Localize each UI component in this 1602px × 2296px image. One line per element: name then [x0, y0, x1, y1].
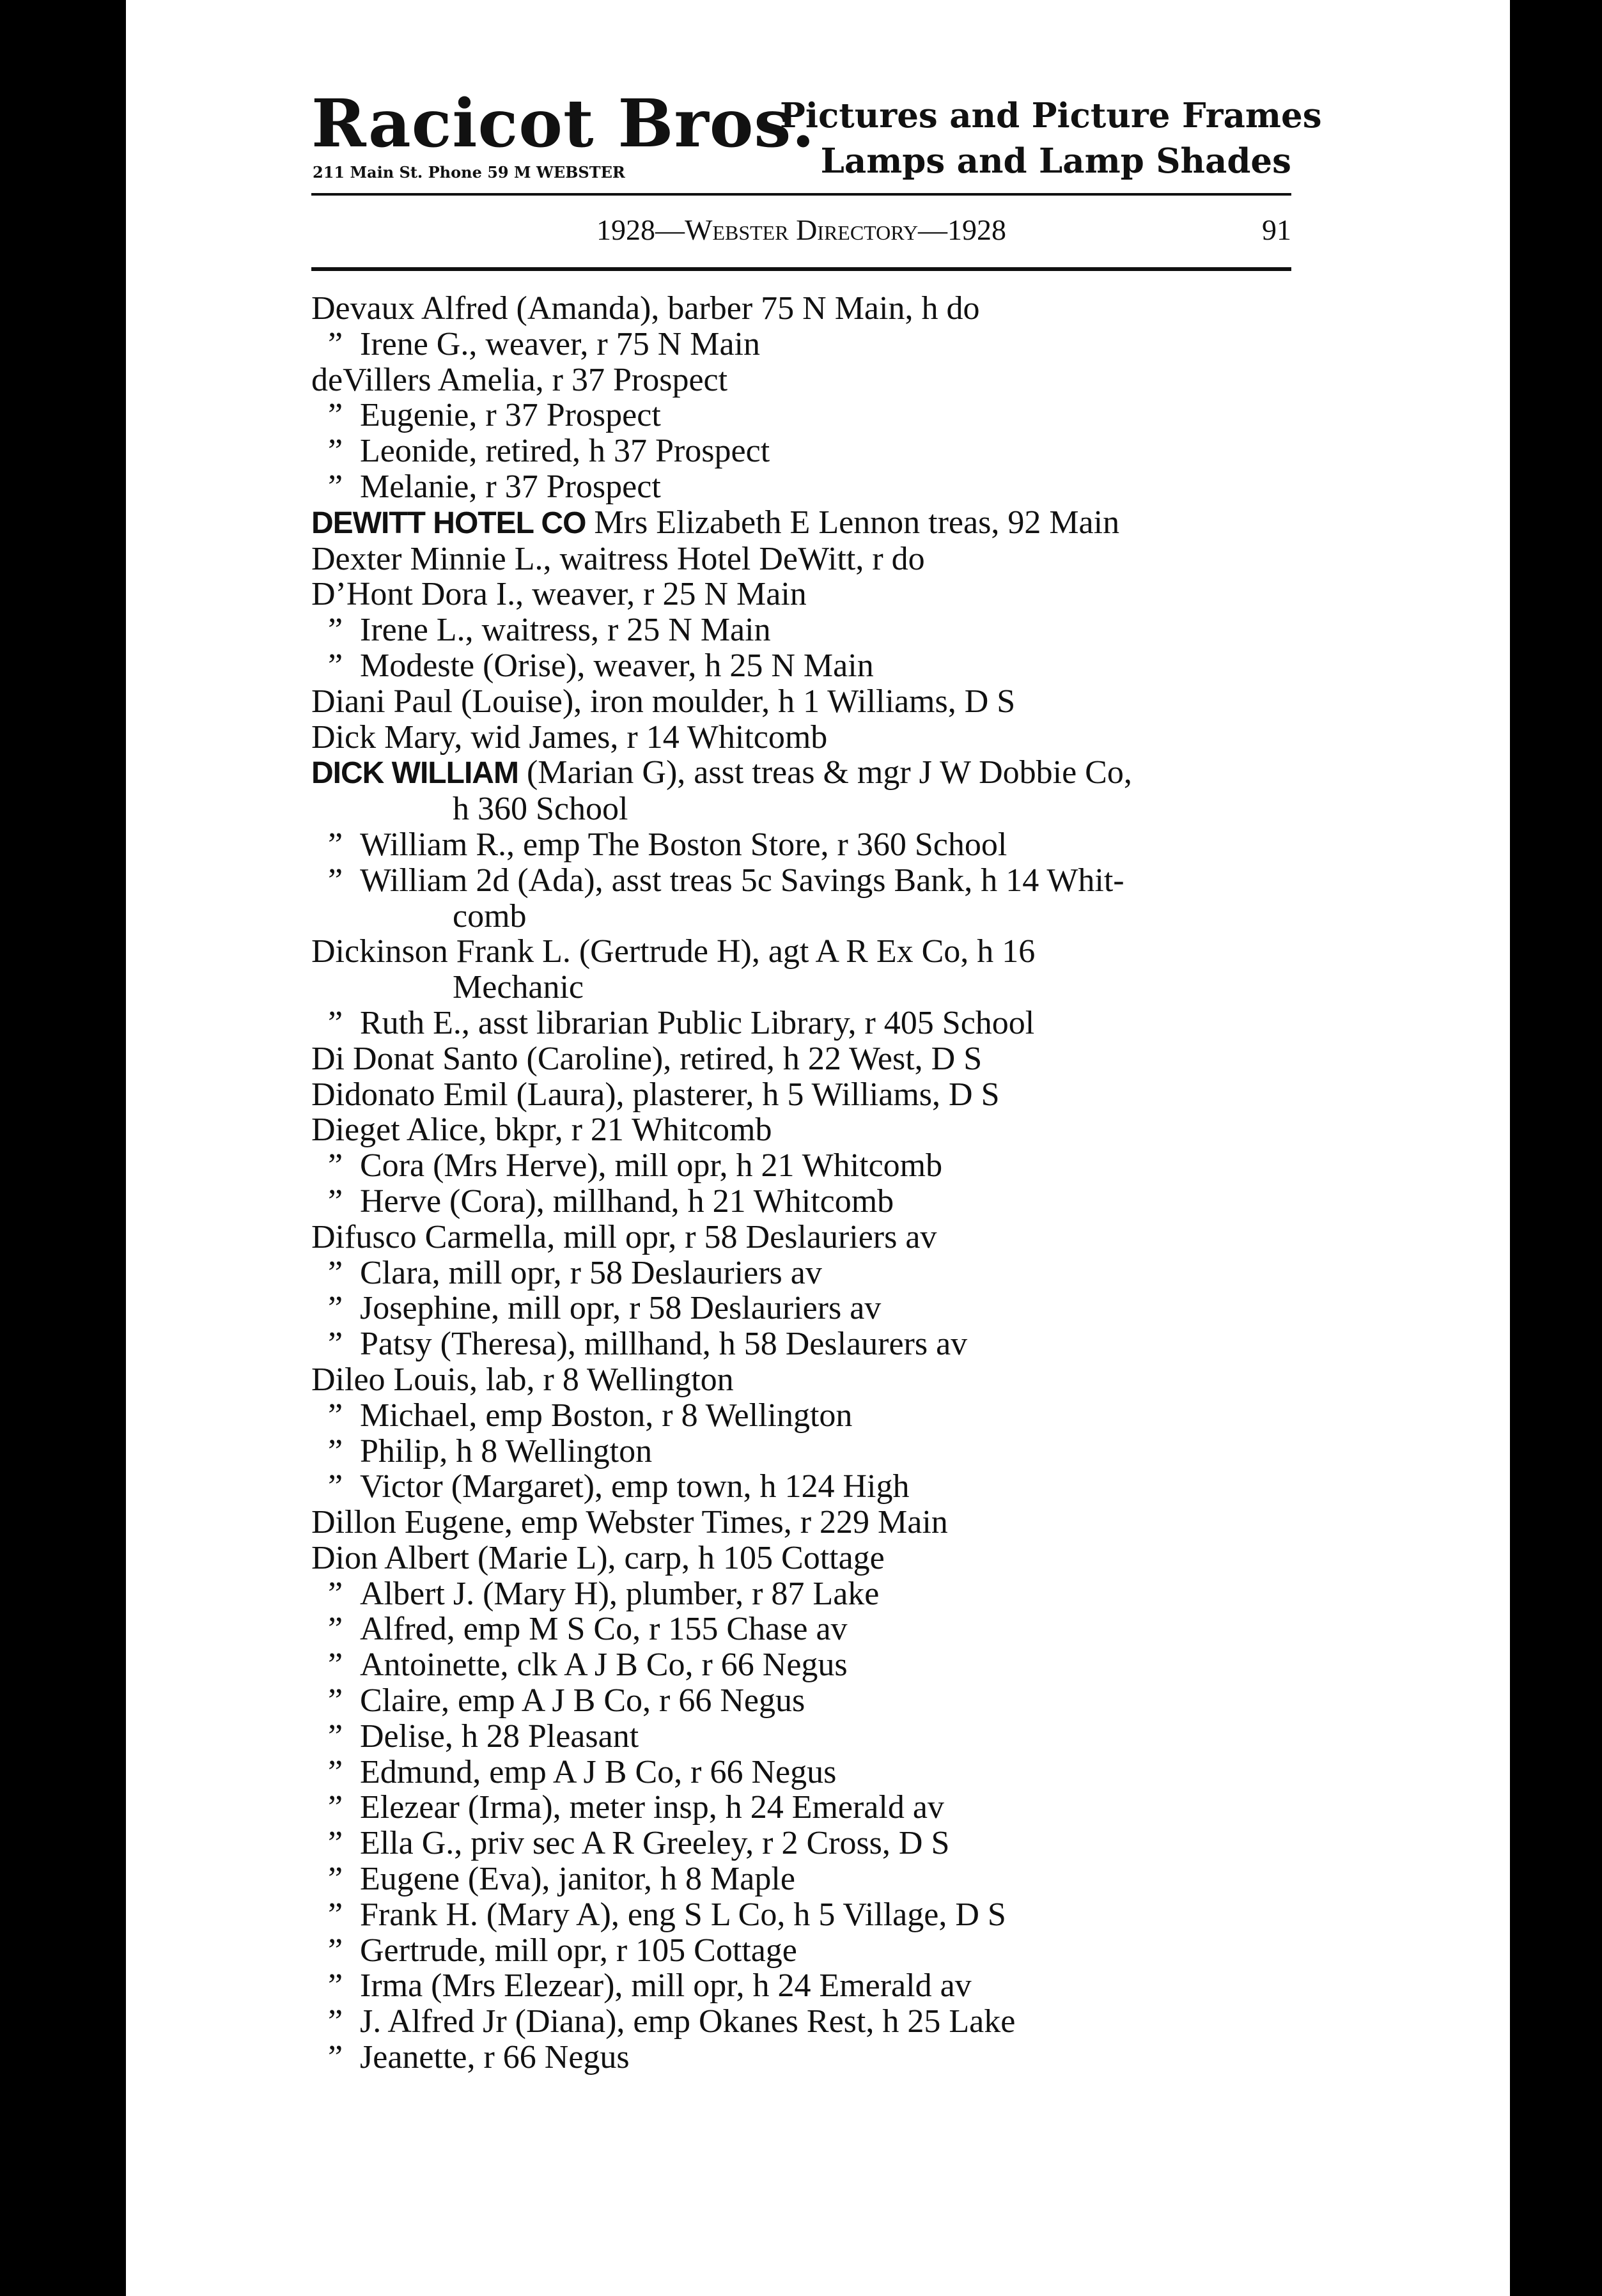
advertisement-line-2: Lamps and Lamp Shades	[820, 141, 1291, 181]
entry-text: Didonato Emil (Laura), plasterer, h 5 Williams, D S	[311, 1076, 1000, 1113]
ditto-mark: ”	[328, 1575, 343, 1612]
directory-entry	[311, 1790, 1309, 1826]
entry-text: Edmund, emp A J B Co, r 66 Negus	[360, 1753, 837, 1790]
directory-entry	[311, 398, 1309, 433]
directory-entry	[311, 1647, 1309, 1683]
directory-entry	[311, 1291, 1309, 1326]
ditto-mark: ”	[328, 1647, 343, 1684]
ditto-mark: ”	[328, 1789, 343, 1826]
directory-entry	[311, 1576, 1309, 1612]
entry-text: Cora (Mrs Herve), mill opr, h 21 Whitcomb	[360, 1147, 943, 1184]
entry-text: Dion Albert (Marie L), carp, h 105 Cottage	[311, 1539, 885, 1576]
ditto-mark: ”	[328, 1611, 343, 1648]
directory-entry	[311, 1434, 1309, 1470]
entry-text: Jeanette, r 66 Negus	[360, 2039, 630, 2076]
directory-entry	[311, 505, 1309, 541]
directory-entry	[311, 1220, 1309, 1255]
directory-entry	[311, 1755, 1309, 1790]
header-rule	[311, 193, 1291, 196]
entry-text: Dillon Eugene, emp Webster Times, r 229 Main	[311, 1504, 948, 1541]
directory-entry	[311, 1041, 1309, 1077]
entry-text: Dickinson Frank L. (Gertrude H), agt A R Ex Co, h 16	[311, 933, 1036, 970]
ditto-mark: ”	[328, 1861, 343, 1898]
entry-text: Ruth E., asst librarian Public Library, r 405 School	[360, 1004, 1035, 1041]
entry-text: Modeste (Orise), weaver, h 25 N Main	[360, 647, 874, 684]
ditto-mark: ”	[328, 647, 343, 684]
entry-text: Gertrude, mill opr, r 105 Cottage	[360, 1932, 797, 1969]
entry-text: Delise, h 28 Pleasant	[360, 1718, 639, 1755]
directory-entry	[311, 362, 1309, 398]
advertisement-line-1: Pictures and Picture Frames	[780, 96, 1322, 136]
entry-text: Difusco Carmella, mill opr, r 58 Deslauriers av	[311, 1218, 937, 1255]
entry-text: Claire, emp A J B Co, r 66 Negus	[360, 1682, 805, 1719]
ditto-mark: ”	[328, 1825, 343, 1862]
entry-text: D’Hont Dora I., weaver, r 25 N Main	[311, 576, 807, 613]
entry-text: Antoinette, clk A J B Co, r 66 Negus	[360, 1647, 848, 1684]
entry-text: Eugene (Eva), janitor, h 8 Maple	[360, 1861, 795, 1898]
entry-text: Irma (Mrs Elezear), mill opr, h 24 Emerald av	[360, 1967, 972, 2005]
entry-text: Elezear (Irma), meter insp, h 24 Emerald av	[360, 1789, 944, 1826]
directory-entry	[311, 1968, 1309, 2004]
directory-entry	[311, 1362, 1309, 1398]
entry-text: Dieget Alice, bkpr, r 21 Whitcomb	[311, 1112, 772, 1149]
entry-text: Herve (Cora), millhand, h 21 Whitcomb	[360, 1183, 894, 1220]
directory-entry	[311, 648, 1309, 684]
running-year-left: 1928—	[596, 213, 685, 246]
entry-text: Irene G., weaver, r 75 N Main	[360, 325, 761, 362]
ditto-mark: ”	[328, 468, 343, 505]
entry-text: Clara, mill opr, r 58 Deslauriers av	[360, 1254, 822, 1291]
directory-entry	[311, 2040, 1309, 2075]
ditto-mark: ”	[328, 2039, 343, 2076]
page-number: 91	[1262, 213, 1291, 246]
ditto-mark: ”	[328, 1183, 343, 1220]
running-title	[311, 213, 1291, 247]
directory-entry	[311, 612, 1309, 648]
entry-text: Michael, emp Boston, r 8 Wellington	[360, 1397, 853, 1434]
directory-entry	[311, 1826, 1309, 1861]
directory-entry	[311, 720, 1309, 756]
entry-name-bold: DICK WILLIAM	[311, 756, 518, 791]
ditto-mark: ”	[328, 1004, 343, 1041]
entry-text: Ella G., priv sec A R Greeley, r 2 Cross, D S	[360, 1825, 950, 1862]
ditto-mark: ”	[328, 826, 343, 863]
ditto-mark: ”	[328, 612, 343, 649]
entry-text: Dick Mary, wid James, r 14 Whitcomb	[311, 718, 828, 756]
entry-name-bold: DEWITT HOTEL CO	[311, 506, 586, 540]
entry-text: Patsy (Theresa), millhand, h 58 Deslaurers av	[360, 1326, 968, 1363]
entry-text: Leonide, retired, h 37 Prospect	[360, 433, 770, 470]
running-head-rule	[311, 267, 1291, 271]
directory-entry	[311, 1861, 1309, 1897]
directory-entry	[311, 863, 1309, 899]
entry-text: Irene L., waitress, r 25 N Main	[360, 612, 771, 649]
advertiser-name: Racicot Bros.	[311, 85, 816, 162]
entry-text: J. Alfred Jr (Diana), emp Okanes Rest, h 25 Lake	[360, 2003, 1016, 2040]
ditto-mark: ”	[328, 1468, 343, 1505]
directory-entry	[311, 1077, 1309, 1113]
entry-text: William 2d (Ada), asst treas 5c Savings Bank, h 14 Whit-	[360, 862, 1124, 899]
entry-text: Dexter Minnie L., waitress Hotel DeWitt, r do	[311, 540, 925, 577]
directory-entries	[311, 291, 1309, 2075]
entry-text: Josephine, mill opr, r 58 Deslauriers av	[360, 1290, 882, 1327]
directory-entry	[311, 1005, 1309, 1041]
directory-entry	[311, 1398, 1309, 1434]
directory-entry	[311, 291, 1309, 327]
ditto-mark: ”	[328, 1718, 343, 1755]
entry-text: h 360 School	[453, 791, 628, 828]
ditto-mark: ”	[328, 1682, 343, 1719]
running-year-right: —1928	[917, 213, 1006, 246]
directory-entry	[311, 970, 1309, 1005]
ditto-mark: ”	[328, 1147, 343, 1184]
entry-text: Diani Paul (Louise), iron moulder, h 1 Williams, D S	[311, 683, 1016, 720]
directory-entry	[311, 469, 1309, 505]
directory-entry	[311, 1469, 1309, 1505]
directory-entry	[311, 327, 1309, 362]
entry-text: Mrs Elizabeth E Lennon treas, 92 Main	[586, 504, 1120, 541]
entry-text: (Marian G), asst treas & mgr J W Dobbie Co,	[518, 754, 1132, 791]
entry-text: Devaux Alfred (Amanda), barber 75 N Main, h do	[311, 290, 980, 327]
ditto-mark: ”	[328, 397, 343, 434]
directory-entry	[311, 1540, 1309, 1576]
entry-text: Dileo Louis, lab, r 8 Wellington	[311, 1361, 734, 1398]
entry-text: Alfred, emp M S Co, r 155 Chase av	[360, 1611, 848, 1648]
directory-page	[126, 0, 1510, 2296]
ditto-mark: ”	[328, 1932, 343, 1969]
directory-entry	[311, 2004, 1309, 2040]
ditto-mark: ”	[328, 1967, 343, 2005]
directory-entry	[311, 1897, 1309, 1933]
ditto-mark: ”	[328, 2003, 343, 2040]
entry-text: Eugenie, r 37 Prospect	[360, 397, 661, 434]
ditto-mark: ”	[328, 1896, 343, 1933]
ditto-mark: ”	[328, 325, 343, 362]
directory-entry	[311, 1719, 1309, 1755]
directory-entry	[311, 1326, 1309, 1362]
entry-text: Frank H. (Mary A), eng S L Co, h 5 Village, D S	[360, 1896, 1006, 1933]
directory-entry	[311, 1112, 1309, 1148]
entry-text: Philip, h 8 Wellington	[360, 1432, 653, 1470]
entry-text: Melanie, r 37 Prospect	[360, 468, 661, 505]
entry-text: deVillers Amelia, r 37 Prospect	[311, 361, 728, 398]
directory-entry	[311, 1255, 1309, 1291]
entry-text: William R., emp The Boston Store, r 360 School	[360, 826, 1007, 863]
directory-entry	[311, 755, 1309, 791]
entry-text: Mechanic	[453, 969, 584, 1006]
ditto-mark: ”	[328, 1753, 343, 1790]
directory-entry	[311, 541, 1309, 577]
directory-entry	[311, 1184, 1309, 1220]
ditto-mark: ”	[328, 1432, 343, 1470]
directory-entry	[311, 1148, 1309, 1184]
directory-entry	[311, 934, 1309, 970]
directory-entry	[311, 791, 1309, 827]
ditto-mark: ”	[328, 1290, 343, 1327]
entry-text: Victor (Margaret), emp town, h 124 High	[360, 1468, 910, 1505]
ditto-mark: ”	[328, 1397, 343, 1434]
ditto-mark: ”	[328, 862, 343, 899]
directory-entry	[311, 1933, 1309, 1969]
advertiser-address: 211 Main St. Phone 59 M WEBSTER	[313, 163, 625, 182]
ditto-mark: ”	[328, 1254, 343, 1291]
entry-text: Albert J. (Mary H), plumber, r 87 Lake	[360, 1575, 880, 1612]
directory-entry	[311, 1683, 1309, 1719]
directory-entry	[311, 899, 1309, 935]
running-head	[311, 213, 1291, 251]
ditto-mark: ”	[328, 433, 343, 470]
running-title-text: Webster Directory	[685, 213, 918, 246]
directory-entry	[311, 684, 1309, 720]
ditto-mark: ”	[328, 1326, 343, 1363]
directory-entry	[311, 577, 1309, 612]
entry-text: Di Donat Santo (Caroline), retired, h 22 West, D S	[311, 1040, 983, 1077]
directory-entry	[311, 1611, 1309, 1647]
entry-text: comb	[453, 897, 527, 935]
directory-entry	[311, 1505, 1309, 1540]
directory-entry	[311, 433, 1309, 469]
directory-entry	[311, 827, 1309, 863]
